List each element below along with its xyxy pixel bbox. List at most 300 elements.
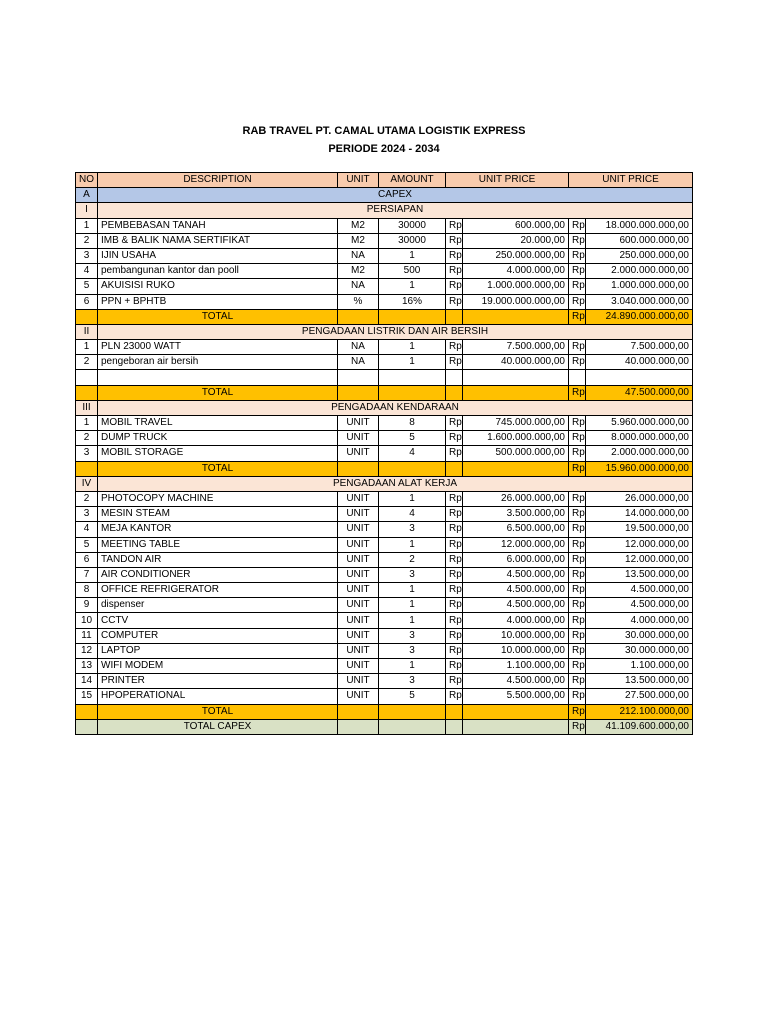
table-row: [76, 431, 693, 446]
item-total-price: 1.000.000.000,00: [586, 279, 693, 294]
section-header-row: [76, 476, 693, 491]
table-row: [76, 598, 693, 613]
currency-label: Rp: [569, 309, 586, 324]
item-total-price: 7.500.000,00: [586, 340, 693, 355]
item-total-price: 3.040.000.000,00: [586, 294, 693, 309]
item-amount: 16%: [379, 294, 446, 309]
empty-cell: [76, 719, 98, 734]
blank-row: [76, 370, 693, 385]
table-row: [76, 416, 693, 431]
empty-cell: [446, 309, 463, 324]
item-amount: 3: [379, 643, 446, 658]
item-number: 10: [76, 613, 98, 628]
item-unit: M2: [338, 233, 379, 248]
item-description: IMB & BALIK NAMA SERTIFIKAT: [98, 233, 338, 248]
currency-label: Rp: [446, 507, 463, 522]
empty-cell: [569, 370, 586, 385]
section-total-row: [76, 309, 693, 324]
section-total-label: TOTAL: [98, 704, 338, 719]
currency-label: Rp: [569, 689, 586, 704]
item-number: 13: [76, 659, 98, 674]
item-total-price: 4.000.000,00: [586, 613, 693, 628]
table-row: [76, 491, 693, 506]
currency-label: Rp: [569, 218, 586, 233]
empty-cell: [463, 385, 569, 400]
item-amount: 2: [379, 552, 446, 567]
item-description: PHOTOCOPY MACHINE: [98, 491, 338, 506]
currency-label: Rp: [446, 264, 463, 279]
item-unit: UNIT: [338, 598, 379, 613]
item-total-price: 2.000.000.000,00: [586, 264, 693, 279]
document-title: RAB TRAVEL PT. CAMAL UTAMA LOGISTIK EXPRESS: [242, 125, 526, 137]
table-row: [76, 613, 693, 628]
item-number: 12: [76, 643, 98, 658]
item-description: PLN 23000 WATT: [98, 340, 338, 355]
item-unit: UNIT: [338, 416, 379, 431]
header-total-price: UNIT PRICE: [569, 173, 693, 188]
item-total-price: 26.000.000,00: [586, 491, 693, 506]
section-header-row: [76, 203, 693, 218]
currency-label: Rp: [569, 248, 586, 263]
item-unit-price: 1.000.000.000,00: [463, 279, 569, 294]
empty-cell: [338, 704, 379, 719]
header-unit: UNIT: [338, 173, 379, 188]
table-row: [76, 537, 693, 552]
table-row: [76, 674, 693, 689]
item-unit-price: 40.000.000,00: [463, 355, 569, 370]
item-unit: NA: [338, 340, 379, 355]
empty-cell: [379, 370, 446, 385]
item-number: 1: [76, 340, 98, 355]
currency-label: Rp: [569, 719, 586, 734]
empty-cell: [463, 309, 569, 324]
item-unit-price: 10.000.000,00: [463, 628, 569, 643]
item-unit-price: 19.000.000.000,00: [463, 294, 569, 309]
item-unit: UNIT: [338, 537, 379, 552]
currency-label: Rp: [569, 416, 586, 431]
currency-label: Rp: [569, 491, 586, 506]
item-number: 5: [76, 279, 98, 294]
empty-cell: [338, 385, 379, 400]
item-unit: UNIT: [338, 628, 379, 643]
section-number: IV: [76, 476, 98, 491]
table-row: [76, 583, 693, 598]
item-total-price: 1.100.000,00: [586, 659, 693, 674]
currency-label: Rp: [446, 233, 463, 248]
item-unit: UNIT: [338, 659, 379, 674]
empty-cell: [379, 719, 446, 734]
item-amount: 1: [379, 659, 446, 674]
item-number: 9: [76, 598, 98, 613]
item-description: AKUISISI RUKO: [98, 279, 338, 294]
item-amount: 30000: [379, 218, 446, 233]
item-number: 4: [76, 522, 98, 537]
item-description: HPOPERATIONAL: [98, 689, 338, 704]
item-description: AIR CONDITIONER: [98, 567, 338, 582]
item-number: 15: [76, 689, 98, 704]
empty-cell: [76, 309, 98, 324]
currency-label: Rp: [446, 537, 463, 552]
item-number: 5: [76, 537, 98, 552]
item-unit-price: 1.100.000,00: [463, 659, 569, 674]
item-unit: %: [338, 294, 379, 309]
empty-cell: [338, 719, 379, 734]
empty-cell: [76, 704, 98, 719]
item-amount: 500: [379, 264, 446, 279]
empty-cell: [379, 385, 446, 400]
item-total-price: 13.500.000,00: [586, 674, 693, 689]
currency-label: Rp: [569, 233, 586, 248]
section-total-value: 15.960.000.000,00: [586, 461, 693, 476]
item-unit-price: 6.000.000,00: [463, 552, 569, 567]
table-row: [76, 552, 693, 567]
currency-label: Rp: [446, 446, 463, 461]
item-amount: 1: [379, 248, 446, 263]
header-description: DESCRIPTION: [98, 173, 338, 188]
item-description: PPN + BPHTB: [98, 294, 338, 309]
item-description: PEMBEBASAN TANAH: [98, 218, 338, 233]
item-description: MEJA KANTOR: [98, 522, 338, 537]
currency-label: Rp: [569, 431, 586, 446]
section-total-label: TOTAL: [98, 385, 338, 400]
currency-label: Rp: [569, 613, 586, 628]
item-unit-price: 600.000,00: [463, 218, 569, 233]
header-unit-price: UNIT PRICE: [446, 173, 569, 188]
item-amount: 5: [379, 431, 446, 446]
section-number: III: [76, 400, 98, 415]
section-total-row: [76, 704, 693, 719]
empty-cell: [446, 370, 463, 385]
item-unit: UNIT: [338, 446, 379, 461]
header-no: NO: [76, 173, 98, 188]
empty-cell: [76, 370, 98, 385]
item-total-price: 4.500.000,00: [586, 598, 693, 613]
section-total-value: 47.500.000,00: [586, 385, 693, 400]
currency-label: Rp: [446, 248, 463, 263]
item-number: 1: [76, 218, 98, 233]
item-number: 3: [76, 507, 98, 522]
item-total-price: 600.000.000,00: [586, 233, 693, 248]
item-unit-price: 5.500.000,00: [463, 689, 569, 704]
capex-label: CAPEX: [98, 188, 693, 203]
item-description: MOBIL STORAGE: [98, 446, 338, 461]
item-unit: M2: [338, 218, 379, 233]
table-row: [76, 340, 693, 355]
item-description: DUMP TRUCK: [98, 431, 338, 446]
empty-cell: [379, 461, 446, 476]
item-number: 1: [76, 416, 98, 431]
item-amount: 1: [379, 598, 446, 613]
header-amount: AMOUNT: [379, 173, 446, 188]
empty-cell: [446, 385, 463, 400]
item-amount: 30000: [379, 233, 446, 248]
item-unit-price: 26.000.000,00: [463, 491, 569, 506]
currency-label: Rp: [446, 567, 463, 582]
item-total-price: 12.000.000,00: [586, 552, 693, 567]
currency-label: Rp: [446, 416, 463, 431]
item-total-price: 40.000.000,00: [586, 355, 693, 370]
item-unit-price: 12.000.000,00: [463, 537, 569, 552]
section-total-label: TOTAL: [98, 309, 338, 324]
currency-label: Rp: [446, 218, 463, 233]
item-number: 6: [76, 552, 98, 567]
currency-label: Rp: [569, 385, 586, 400]
currency-label: Rp: [446, 522, 463, 537]
table-row: [76, 507, 693, 522]
section-title: PENGADAAN KENDARAAN: [98, 400, 693, 415]
currency-label: Rp: [446, 583, 463, 598]
item-unit-price: 4.500.000,00: [463, 598, 569, 613]
item-amount: 4: [379, 446, 446, 461]
section-total-value: 212.100.000,00: [586, 704, 693, 719]
item-number: 2: [76, 491, 98, 506]
table-row: [76, 248, 693, 263]
item-total-price: 30.000.000,00: [586, 628, 693, 643]
currency-label: Rp: [446, 598, 463, 613]
item-description: WIFI MODEM: [98, 659, 338, 674]
item-unit: M2: [338, 264, 379, 279]
currency-label: Rp: [569, 552, 586, 567]
item-unit-price: 6.500.000,00: [463, 522, 569, 537]
empty-cell: [338, 461, 379, 476]
item-description: IJIN USAHA: [98, 248, 338, 263]
item-unit: NA: [338, 279, 379, 294]
item-unit-price: 745.000.000,00: [463, 416, 569, 431]
item-description: MESIN STEAM: [98, 507, 338, 522]
currency-label: Rp: [569, 340, 586, 355]
item-unit-price: 4.500.000,00: [463, 674, 569, 689]
item-amount: 1: [379, 491, 446, 506]
item-total-price: 2.000.000.000,00: [586, 446, 693, 461]
currency-label: Rp: [446, 659, 463, 674]
table-row: [76, 233, 693, 248]
item-number: 3: [76, 446, 98, 461]
section-header-row: [76, 400, 693, 415]
item-amount: 5: [379, 689, 446, 704]
item-description: LAPTOP: [98, 643, 338, 658]
item-amount: 1: [379, 279, 446, 294]
item-number: 6: [76, 294, 98, 309]
currency-label: Rp: [446, 279, 463, 294]
empty-cell: [586, 370, 693, 385]
budget-table: [75, 172, 693, 735]
item-unit-price: 1.600.000.000,00: [463, 431, 569, 446]
empty-cell: [379, 309, 446, 324]
empty-cell: [76, 385, 98, 400]
empty-cell: [338, 309, 379, 324]
item-total-price: 13.500.000,00: [586, 567, 693, 582]
item-unit: NA: [338, 248, 379, 263]
currency-label: Rp: [446, 355, 463, 370]
currency-label: Rp: [569, 674, 586, 689]
currency-label: Rp: [446, 552, 463, 567]
item-number: 7: [76, 567, 98, 582]
currency-label: Rp: [569, 567, 586, 582]
item-description: MOBIL TRAVEL: [98, 416, 338, 431]
section-title: PENGADAAN ALAT KERJA: [98, 476, 693, 491]
item-unit: UNIT: [338, 491, 379, 506]
section-total-row: [76, 461, 693, 476]
item-unit: UNIT: [338, 613, 379, 628]
empty-cell: [463, 704, 569, 719]
empty-cell: [76, 461, 98, 476]
item-number: 8: [76, 583, 98, 598]
item-number: 11: [76, 628, 98, 643]
item-description: OFFICE REFRIGERATOR: [98, 583, 338, 598]
item-unit: UNIT: [338, 552, 379, 567]
item-description: COMPUTER: [98, 628, 338, 643]
item-number: 3: [76, 248, 98, 263]
currency-label: Rp: [446, 628, 463, 643]
item-description: TANDON AIR: [98, 552, 338, 567]
item-number: 2: [76, 233, 98, 248]
currency-label: Rp: [446, 613, 463, 628]
table-row: [76, 294, 693, 309]
item-unit-price: 4.500.000,00: [463, 567, 569, 582]
currency-label: Rp: [569, 264, 586, 279]
item-amount: 1: [379, 537, 446, 552]
item-total-price: 18.000.000.000,00: [586, 218, 693, 233]
empty-cell: [338, 370, 379, 385]
item-unit: UNIT: [338, 431, 379, 446]
item-unit: UNIT: [338, 507, 379, 522]
grand-total-row: [76, 719, 693, 734]
item-unit: UNIT: [338, 643, 379, 658]
item-unit-price: 10.000.000,00: [463, 643, 569, 658]
currency-label: Rp: [569, 704, 586, 719]
currency-label: Rp: [569, 294, 586, 309]
item-total-price: 27.500.000,00: [586, 689, 693, 704]
section-title: PENGADAAN LISTRIK DAN AIR BERSIH: [98, 324, 693, 339]
currency-label: Rp: [569, 355, 586, 370]
grand-total-value: 41.109.600.000,00: [586, 719, 693, 734]
item-unit: UNIT: [338, 583, 379, 598]
table-row: [76, 567, 693, 582]
currency-label: Rp: [569, 643, 586, 658]
item-description: PRINTER: [98, 674, 338, 689]
capex-row: [76, 188, 693, 203]
item-unit-price: 7.500.000,00: [463, 340, 569, 355]
currency-label: Rp: [569, 659, 586, 674]
currency-label: Rp: [569, 461, 586, 476]
item-unit-price: 500.000.000,00: [463, 446, 569, 461]
currency-label: Rp: [569, 279, 586, 294]
currency-label: Rp: [446, 294, 463, 309]
section-header-row: [76, 324, 693, 339]
empty-cell: [446, 704, 463, 719]
item-total-price: 19.500.000,00: [586, 522, 693, 537]
item-description: pembangunan kantor dan pooll: [98, 264, 338, 279]
empty-cell: [463, 461, 569, 476]
item-amount: 1: [379, 583, 446, 598]
section-total-label: TOTAL: [98, 461, 338, 476]
currency-label: Rp: [446, 689, 463, 704]
currency-label: Rp: [569, 446, 586, 461]
item-number: 4: [76, 264, 98, 279]
item-unit-price: 3.500.000,00: [463, 507, 569, 522]
empty-cell: [463, 370, 569, 385]
document-period: PERIODE 2024 - 2034: [328, 143, 440, 155]
section-number: I: [76, 203, 98, 218]
empty-cell: [446, 719, 463, 734]
currency-label: Rp: [569, 598, 586, 613]
currency-label: Rp: [569, 537, 586, 552]
table-row: [76, 628, 693, 643]
item-amount: 8: [379, 416, 446, 431]
item-unit-price: 4.000.000,00: [463, 613, 569, 628]
item-number: 14: [76, 674, 98, 689]
item-amount: 3: [379, 674, 446, 689]
item-number: 2: [76, 355, 98, 370]
table-row: [76, 522, 693, 537]
item-unit: UNIT: [338, 567, 379, 582]
item-description: pengeboran air bersih: [98, 355, 338, 370]
table-row: [76, 689, 693, 704]
item-total-price: 14.000.000,00: [586, 507, 693, 522]
item-total-price: 8.000.000.000,00: [586, 431, 693, 446]
currency-label: Rp: [446, 431, 463, 446]
empty-cell: [463, 719, 569, 734]
item-amount: 1: [379, 340, 446, 355]
item-total-price: 30.000.000,00: [586, 643, 693, 658]
table-row: [76, 643, 693, 658]
item-unit-price: 4.000.000,00: [463, 264, 569, 279]
item-amount: 3: [379, 628, 446, 643]
empty-cell: [98, 370, 338, 385]
table-row: [76, 279, 693, 294]
currency-label: Rp: [569, 522, 586, 537]
section-total-value: 24.890.000.000,00: [586, 309, 693, 324]
item-unit-price: 20.000,00: [463, 233, 569, 248]
currency-label: Rp: [569, 507, 586, 522]
currency-label: Rp: [569, 628, 586, 643]
item-amount: 3: [379, 567, 446, 582]
empty-cell: [379, 704, 446, 719]
item-description: CCTV: [98, 613, 338, 628]
currency-label: Rp: [569, 583, 586, 598]
item-amount: 1: [379, 355, 446, 370]
currency-label: Rp: [446, 643, 463, 658]
item-unit-price: 250.000.000,00: [463, 248, 569, 263]
currency-label: Rp: [446, 491, 463, 506]
section-total-row: [76, 385, 693, 400]
item-description: dispenser: [98, 598, 338, 613]
section-title: PERSIAPAN: [98, 203, 693, 218]
table-row: [76, 659, 693, 674]
item-total-price: 5.960.000.000,00: [586, 416, 693, 431]
table-header-row: [76, 173, 693, 188]
currency-label: Rp: [446, 340, 463, 355]
item-total-price: 12.000.000,00: [586, 537, 693, 552]
table-row: [76, 446, 693, 461]
item-description: MEETING TABLE: [98, 537, 338, 552]
table-row: [76, 355, 693, 370]
item-amount: 4: [379, 507, 446, 522]
item-amount: 3: [379, 522, 446, 537]
item-amount: 1: [379, 613, 446, 628]
item-unit: UNIT: [338, 522, 379, 537]
item-unit: NA: [338, 355, 379, 370]
section-number: II: [76, 324, 98, 339]
item-total-price: 4.500.000,00: [586, 583, 693, 598]
item-unit: UNIT: [338, 674, 379, 689]
capex-no: A: [76, 188, 98, 203]
item-unit-price: 4.500.000,00: [463, 583, 569, 598]
item-unit: UNIT: [338, 689, 379, 704]
currency-label: Rp: [446, 674, 463, 689]
grand-total-label: TOTAL CAPEX: [98, 719, 338, 734]
item-number: 2: [76, 431, 98, 446]
